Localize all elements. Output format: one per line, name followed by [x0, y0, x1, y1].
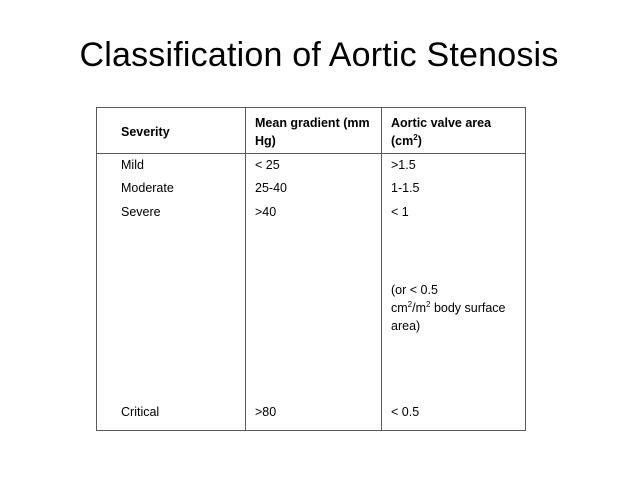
area-cell: < 0.5 — [391, 405, 420, 419]
header-mean-gradient: Mean gradient (mm Hg) — [255, 116, 370, 148]
header-severity: Severity — [121, 125, 170, 139]
severity-cell: Severe — [121, 205, 161, 219]
area-cell: >1.5 — [391, 158, 416, 172]
header-aortic-valve-area: Aortic valve area $(cm^2)$ — [391, 116, 492, 148]
gradient-cell: < 25 — [255, 158, 280, 172]
area-cell: 1-1.5 — [391, 181, 420, 195]
classification-table — [96, 107, 526, 431]
severity-cell: Critical — [121, 405, 160, 419]
severity-cell: Mild — [121, 158, 144, 172]
area-cell: < 1 — [391, 205, 409, 219]
column-divider — [381, 108, 382, 430]
gradient-cell: >40 — [255, 205, 277, 219]
gradient-cell: >80 — [255, 405, 277, 419]
severity-cell: Moderate — [121, 181, 174, 195]
header-divider — [97, 153, 525, 154]
slide-title: Classification of Aortic Stenosis — [79, 36, 559, 74]
column-divider — [245, 108, 246, 430]
gradient-cell: 25-40 — [255, 181, 287, 195]
area-note: (or < 0.5 $cm^2/m^2$ body surface area) — [391, 283, 506, 333]
